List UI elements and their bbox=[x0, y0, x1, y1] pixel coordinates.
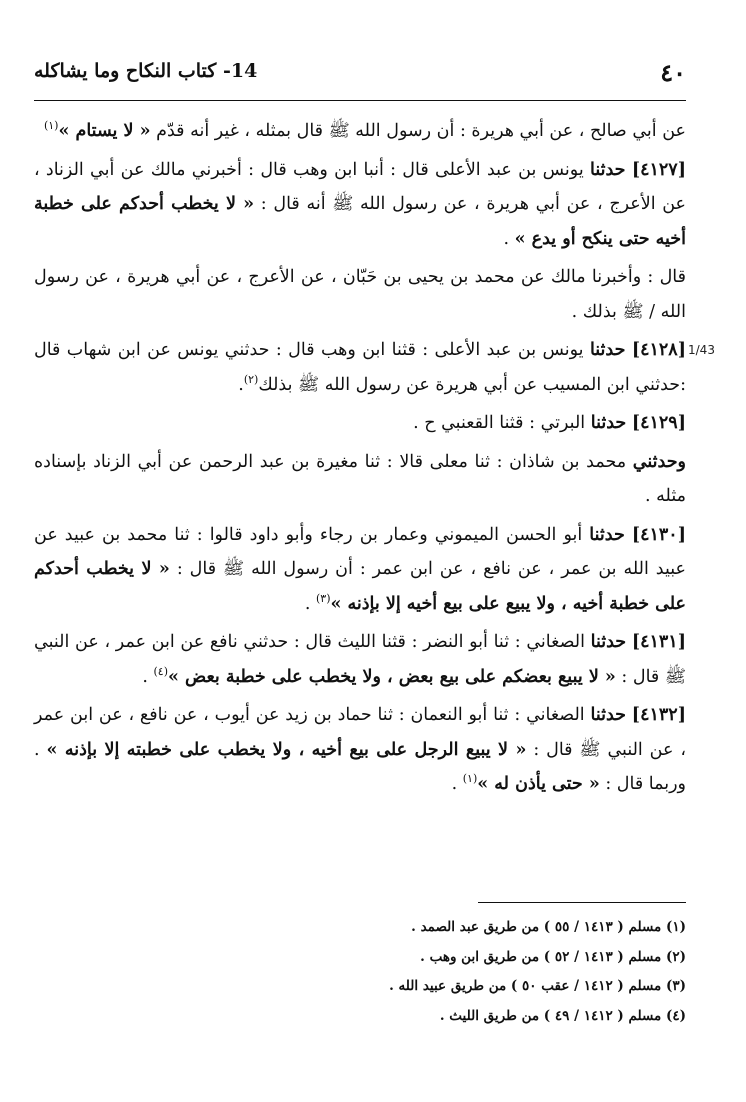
narration-lead: حدثنا bbox=[590, 413, 627, 433]
hadith-number: [٤١٣٢] bbox=[631, 705, 686, 725]
narration-lead: حدثنا bbox=[589, 524, 625, 545]
punctuation: . bbox=[238, 374, 244, 395]
punctuation: . bbox=[142, 666, 148, 687]
isnad-text: يونس بن عبد الأعلى قال : أنبا ابن وهب قال : أخبرني مالك عن أبي الزناد ، عن الأعرج ، عن أبي هريرة ، عن رسول الله ﷺ أنه قال : bbox=[34, 159, 686, 214]
footnotes bbox=[34, 913, 686, 1031]
page-number: ٤٠ bbox=[660, 58, 686, 87]
isnad-text: الصغاني : ثنا أبو النعمان : ثنا حماد بن زيد عن أيوب ، عن نافع ، عن ابن عمر ، عن النبي ﷺ قال : bbox=[34, 705, 686, 760]
hadith-4130 bbox=[34, 518, 686, 622]
footnote-item: (٣) مسلم ( ١٤١٢ / عقب ٥٠ ) من طريق عبيد الله . bbox=[389, 978, 686, 994]
hadith-number: [٤١٣٠] bbox=[631, 524, 686, 545]
hadith-4131 bbox=[34, 625, 686, 694]
isnad-text: محمد بن شاذان : ثنا معلى قالا : ثنا مغيرة بن عبد الرحمن عن أبي الزناد بإسناده مثله . bbox=[34, 451, 686, 506]
isnad-text: الصغاني : ثنا أبو النضر : قثنا الليث قال : حدثني نافع عن ابن عمر ، عن النبي ﷺ قال : bbox=[34, 632, 686, 687]
header-divider bbox=[34, 100, 686, 101]
hadith-quote-alt: « حتى يأذن له » bbox=[477, 774, 600, 794]
narration-lead: وحدثني bbox=[632, 451, 686, 472]
punctuation: . bbox=[304, 593, 311, 614]
footnote-marker: (٣) bbox=[315, 591, 331, 605]
isnad-text: البرتي : قثنا القعنبي ح . bbox=[413, 413, 586, 433]
hadith-4127 bbox=[34, 153, 686, 257]
paragraph-alt-chain bbox=[34, 445, 686, 514]
hadith-4132 bbox=[34, 698, 686, 802]
hadith-number: [٤١٢٨] bbox=[631, 340, 686, 360]
narration-lead: حدثنا bbox=[589, 340, 626, 360]
narration-text: . وربما قال : bbox=[34, 739, 686, 794]
narration-lead: حدثنا bbox=[590, 705, 626, 725]
narration-lead: حدثنا bbox=[590, 159, 626, 180]
isnad-text: يونس بن عبد الأعلى : قثنا ابن وهب قال : حدثني يونس عن ابن شهاب قال :حدثني ابن المسيب عن أبي هريرة عن رسول الله ﷺ بذلك bbox=[34, 340, 686, 395]
isnad-text: أبو الحسن الميموني وعمار بن رجاء وأبو داود قالوا : ثنا محمد بن عبيد عن عبيد الله بن عمر ، عن نافع ، عن ابن عمر : أن رسول الله ﷺ قال : bbox=[34, 524, 686, 579]
footnote-marker: (١) bbox=[462, 772, 478, 786]
hadith-number: [٤١٢٩] bbox=[631, 413, 686, 433]
hadith-quote: « لا يخطب أحدكم على خطبة أخيه ، ولا يبيع على بيع أخيه إلا بإذنه » bbox=[34, 559, 686, 614]
footnote-item: (١) مسلم ( ١٤١٣ / ٥٥ ) من طريق عبد الصمد . bbox=[411, 919, 686, 935]
hadith-number: [٤١٣١] bbox=[631, 632, 686, 652]
footnote-marker: (١) bbox=[43, 119, 59, 133]
hadith-quote: « لا يبيع بعضكم على بيع بعض ، ولا يخطب على خطبة بعض » bbox=[168, 666, 616, 687]
punctuation: . bbox=[503, 228, 510, 249]
chapter-title: 14- كتاب النكاح وما يشاكله bbox=[34, 60, 258, 82]
punctuation: . bbox=[451, 774, 458, 794]
paragraph-addendum bbox=[34, 260, 686, 329]
narration-lead: حدثنا bbox=[590, 632, 627, 652]
hadith-quote: « لا يبيع الرجل على بيع أخيه ، ولا يخطب على خطبته إلا بإذنه » bbox=[46, 739, 527, 760]
hadith-quote: « لا يخطب أحدكم على خطبة أخيه حتى ينكح أو يدع » bbox=[34, 194, 686, 249]
hadith-4128 bbox=[34, 333, 686, 402]
hadith-number: [٤١٢٧] bbox=[631, 159, 686, 180]
page-header bbox=[34, 58, 686, 94]
hadith-4129 bbox=[34, 406, 686, 441]
footnote-divider bbox=[478, 902, 686, 903]
footnote-item: (٢) مسلم ( ١٤١٣ / ٥٢ ) من طريق ابن وهب . bbox=[420, 948, 686, 965]
main-text bbox=[34, 114, 686, 806]
margin-folio-note: 1/43 bbox=[688, 343, 715, 357]
narration-text: عن أبي صالح ، عن أبي هريرة : أن رسول الله ﷺ قال بمثله ، غير أنه قدّم bbox=[156, 121, 686, 141]
footnote-item: (٤) مسلم ( ١٤١٢ / ٤٩ ) من طريق الليث . bbox=[439, 1007, 686, 1024]
hadith-quote: « لا يستام » bbox=[58, 121, 151, 141]
footnote-marker: (٢) bbox=[243, 372, 259, 386]
footnote-marker: (٤) bbox=[153, 664, 168, 678]
paragraph-continuation bbox=[34, 114, 686, 149]
isnad-text: قال : وأخبرنا مالك عن محمد بن يحيى بن حَبّان ، عن الأعرج ، عن أبي هريرة ، عن رسول الله / ﷺ بذلك . bbox=[34, 267, 686, 322]
